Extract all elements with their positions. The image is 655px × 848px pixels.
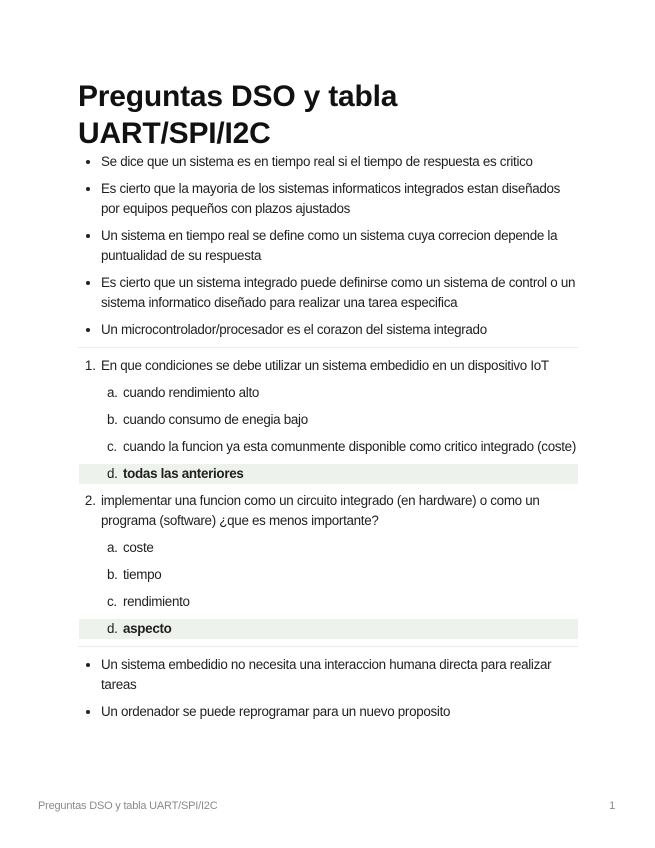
bullet-item: Un microcontrolador/procesador es el corazon del sistema integrado <box>78 320 578 340</box>
option-text: tiempo <box>123 567 162 582</box>
question-item <box>78 356 578 484</box>
option-item <box>101 437 578 457</box>
page-title: Preguntas DSO y tabla UART/SPI/I2C <box>78 80 398 150</box>
option-item <box>101 565 578 585</box>
page-number: 1 <box>609 800 615 812</box>
footer-title: Preguntas DSO y tabla UART/SPI/I2C <box>38 800 218 812</box>
option-text: cuando consumo de enegia bajo <box>123 412 308 427</box>
option-text: rendimiento <box>123 594 190 609</box>
option-item-correct <box>79 464 578 484</box>
question-item <box>78 491 578 639</box>
option-letter: a. <box>107 540 118 555</box>
option-list <box>101 383 578 484</box>
question-list <box>78 356 578 639</box>
page-footer <box>38 800 615 812</box>
bullet-item: Es cierto que un sistema integrado puede definirse como un sistema de control o un sistema informatico diseñado para realizar una tarea especifica <box>78 273 578 313</box>
option-text: aspecto <box>123 621 172 636</box>
option-letter: b. <box>107 567 118 582</box>
option-item <box>101 538 578 558</box>
option-item <box>101 592 578 612</box>
bullet-list-top <box>78 152 578 340</box>
bullet-item: Es cierto que la mayoria de los sistemas informaticos integrados estan diseñados por equipos pequeños con plazos ajustados <box>78 179 578 219</box>
question-text: implementar una funcion como un circuito integrado (en hardware) o como un programa (software) ¿que es menos importante? <box>101 493 540 528</box>
bullet-list-bottom <box>78 655 578 722</box>
document-page <box>78 78 578 729</box>
option-letter: b. <box>107 412 118 427</box>
bullet-item: Un ordenador se puede reprogramar para un nuevo proposito <box>78 702 578 722</box>
divider <box>78 347 578 348</box>
option-letter: d. <box>107 466 118 481</box>
bullet-item: Se dice que un sistema es en tiempo real si el tiempo de respuesta es critico <box>78 152 578 172</box>
divider <box>78 646 578 647</box>
option-letter: a. <box>107 385 118 400</box>
option-text: cuando la funcion ya esta comunmente disponible como critico integrado (coste) <box>123 439 576 454</box>
question-number: 2. <box>84 493 96 508</box>
option-letter: c. <box>107 594 117 609</box>
option-letter: d. <box>107 621 118 636</box>
option-list <box>101 538 578 639</box>
option-item <box>101 410 578 430</box>
option-text: cuando rendimiento alto <box>123 385 260 400</box>
option-letter: c. <box>107 439 117 454</box>
bullet-item: Un sistema embedidio no necesita una interaccion humana directa para realizar tareas <box>78 655 578 695</box>
option-item <box>101 383 578 403</box>
question-number: 1. <box>84 358 96 373</box>
option-text: todas las anteriores <box>123 466 244 481</box>
bullet-item: Un sistema en tiempo real se define como un sistema cuya correcion depende la puntualidad de su respuesta <box>78 226 578 266</box>
question-text: En que condiciones se debe utilizar un sistema embedidio en un dispositivo IoT <box>101 358 549 373</box>
option-text: coste <box>123 540 154 555</box>
option-item-correct <box>79 619 578 639</box>
